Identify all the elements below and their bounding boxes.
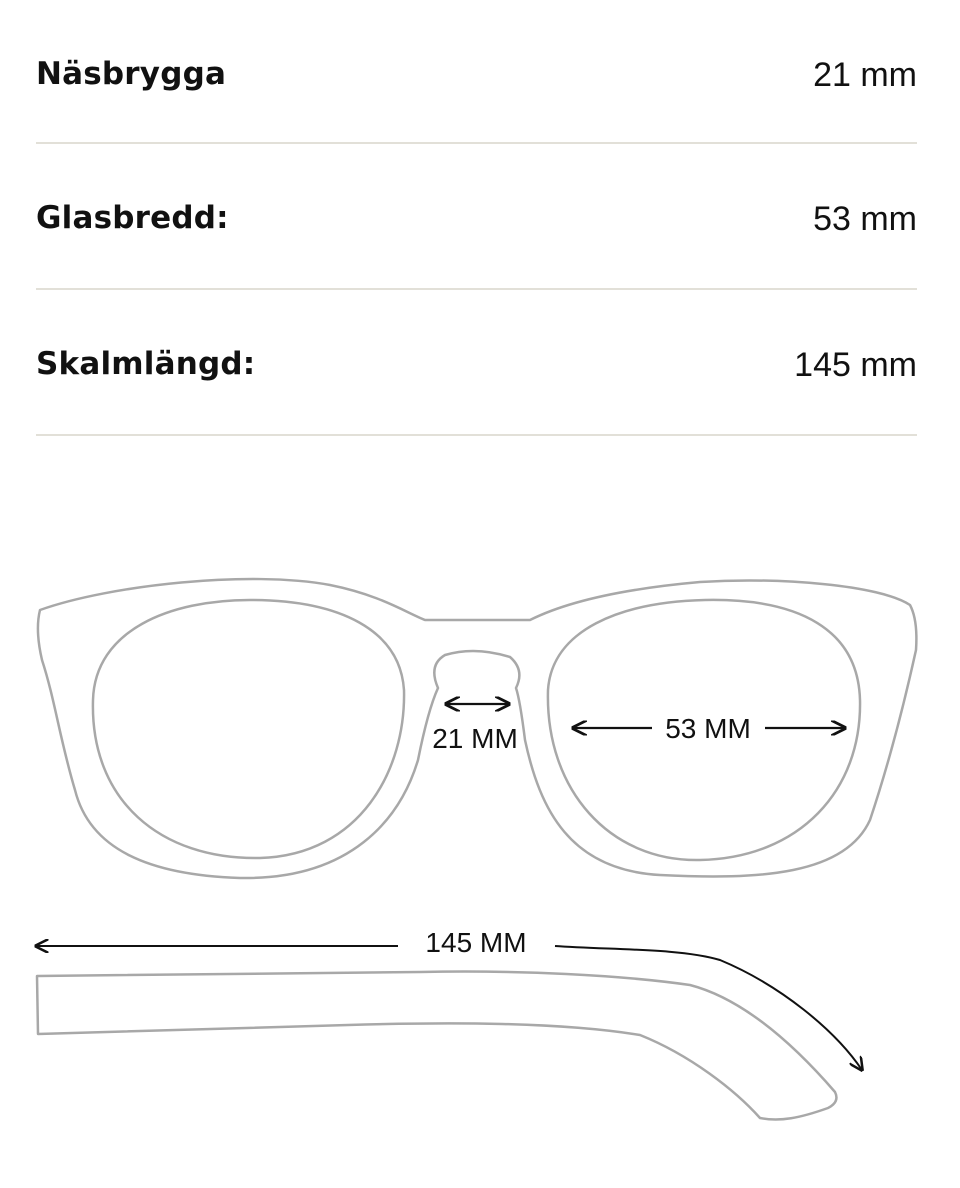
temple-arm-outline <box>37 972 836 1120</box>
temple-arrow-right <box>555 946 862 1070</box>
spec-value: 145 mm <box>794 346 917 384</box>
right-lens-outline <box>548 600 860 860</box>
lens-measurement-label: 53 MM <box>665 713 751 744</box>
spec-value: 21 mm <box>813 56 917 94</box>
spec-value: 53 mm <box>813 200 917 238</box>
temple-measurement-label: 145 MM <box>425 927 527 958</box>
left-lens-outline <box>93 600 404 858</box>
bridge-measurement-label: 21 MM <box>432 723 518 754</box>
spec-label: Näsbrygga <box>36 56 227 92</box>
spec-label: Skalmlängd: <box>36 346 256 382</box>
frame-front-outline <box>38 579 916 878</box>
spec-row-temple-length <box>36 290 917 436</box>
spec-row-lens-width <box>36 144 917 290</box>
spec-table <box>36 0 917 436</box>
spec-row-nose-bridge <box>36 0 917 144</box>
spec-label: Glasbredd: <box>36 200 229 236</box>
